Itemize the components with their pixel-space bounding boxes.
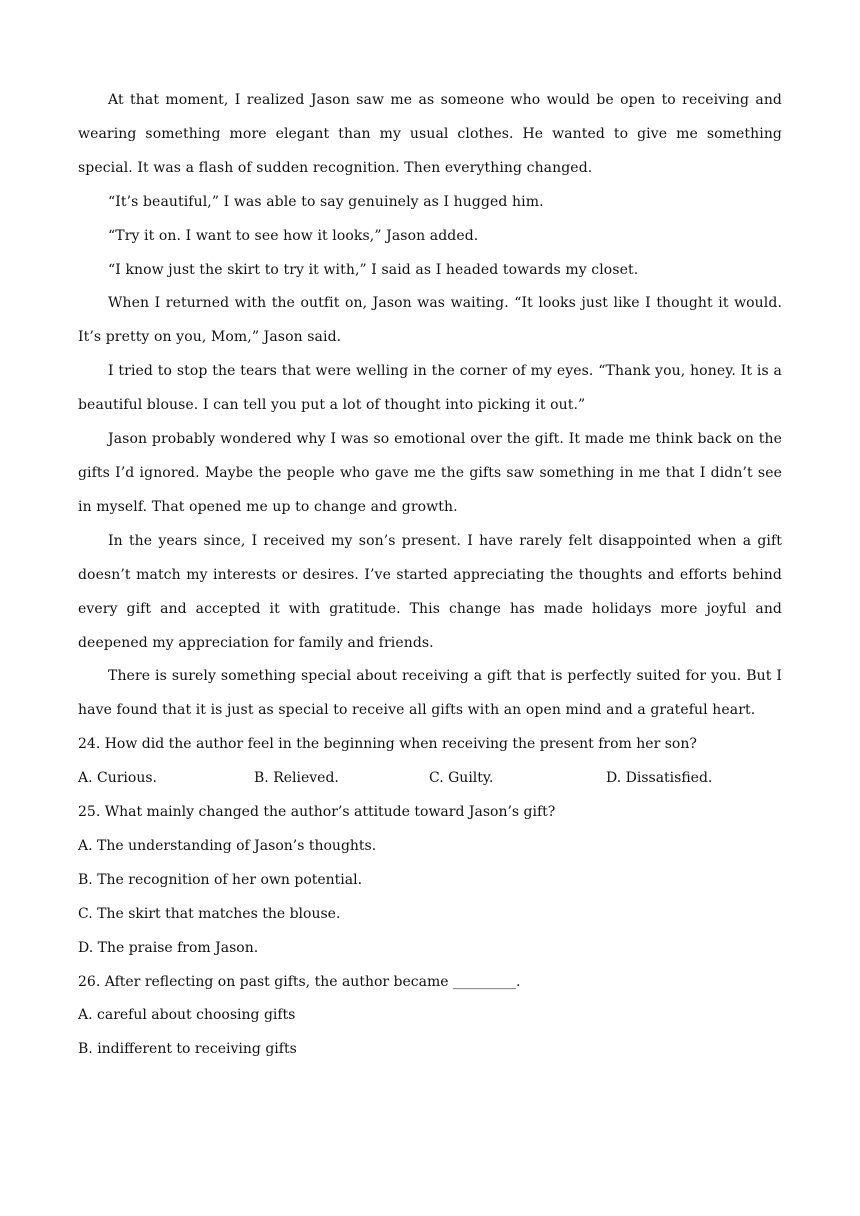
- option-c: C. Guilty.: [429, 770, 494, 787]
- option-b: B. Relieved.: [254, 770, 339, 787]
- passage-paragraph: In the years since, I received my son’s present. I have rarely felt disappointed when a gift doesn’t match my interests or desires. I’ve started appreciating the thoughts and efforts behind every gift and accepted it with gratitude. This change has made holidays more joyful and deepened my appreciation for family and friends.: [78, 532, 782, 651]
- option-a: A. careful about choosing gifts: [78, 1007, 296, 1024]
- option-a: A. Curious.: [78, 770, 157, 787]
- passage-paragraph: “I know just the skirt to try it with,” I said as I headed towards my closet.: [108, 261, 639, 278]
- passage: [78, 84, 782, 728]
- passage-paragraph: When I returned with the outfit on, Jason was waiting. “It looks just like I thought it would. It’s pretty on you, Mom,” Jason said.: [78, 295, 782, 346]
- option-c: C. The skirt that matches the blouse.: [78, 905, 341, 922]
- passage-paragraph: There is surely something special about receiving a gift that is perfectly suited for you. But I have found that it is just as special to receive all gifts with an open mind and a grateful heart.: [78, 668, 782, 719]
- option-row: [78, 762, 782, 796]
- passage-paragraph: At that moment, I realized Jason saw me as someone who would be open to receiving and wearing something more elegant than my usual clothes. He wanted to give me something special. It was a flash of sudden recognition. Then everything changed.: [78, 92, 782, 176]
- option-b: B. The recognition of her own potential.: [78, 871, 363, 888]
- passage-paragraph: Jason probably wondered why I was so emotional over the gift. It made me think back on the gifts I’d ignored. Maybe the people who gave me the gifts saw something in me that I didn’t see in myself. That opened me up to change and growth.: [78, 431, 782, 515]
- option-a: A. The understanding of Jason’s thoughts.: [78, 837, 377, 854]
- option-d: D. The praise from Jason.: [78, 939, 259, 956]
- document-page: [78, 84, 782, 1067]
- passage-paragraph: I tried to stop the tears that were welling in the corner of my eyes. “Thank you, honey. It is a beautiful blouse. I can tell you put a lot of thought into picking it out.”: [78, 363, 782, 414]
- option-d: D. Dissatisfied.: [606, 770, 713, 787]
- question-26: [78, 966, 782, 1068]
- question-stem: 24. How did the author feel in the beginning when receiving the present from her son?: [78, 736, 697, 753]
- question-24: [78, 728, 782, 796]
- passage-paragraph: “Try it on. I want to see how it looks,” Jason added.: [108, 227, 479, 244]
- question-25: [78, 796, 782, 966]
- option-b: B. indifferent to receiving gifts: [78, 1041, 297, 1058]
- passage-paragraph: “It’s beautiful,” I was able to say genuinely as I hugged him.: [108, 193, 544, 210]
- question-stem: 26. After reflecting on past gifts, the author became _________.: [78, 973, 521, 990]
- question-stem: 25. What mainly changed the author’s attitude toward Jason’s gift?: [78, 804, 556, 821]
